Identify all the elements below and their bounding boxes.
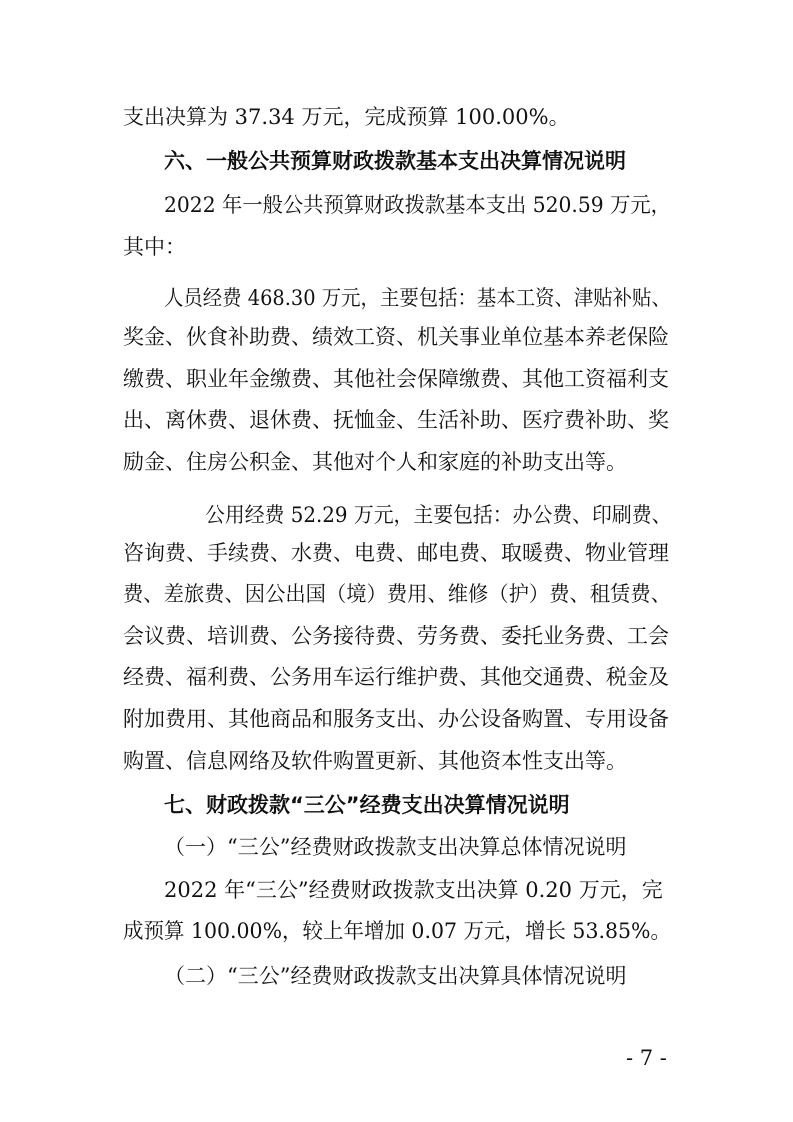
paragraph-line: 奖金、伙食补助费、绩效工资、机关事业单位基本养老保险	[123, 325, 669, 349]
paragraph-line: 会议费、培训费、公务接待费、劳务费、委托业务费、工会	[123, 624, 669, 648]
paragraph-line: 成预算 100.00%，较上年增加 0.07 万元，增长 53.85%。	[123, 919, 671, 943]
paragraph-line: 咨询费、手续费、水费、电费、邮电费、取暖费、物业管理	[123, 541, 669, 565]
paragraph-line: 励金、住房公积金、其他对个人和家庭的补助支出等。	[123, 450, 627, 474]
section-heading-6: 六、一般公共预算财政拨款基本支出决算情况说明	[164, 149, 626, 173]
subsection-heading-1: （一）“三公”经费财政拨款支出决算总体情况说明	[164, 835, 627, 859]
paragraph-line: 经费、福利费、公务用车运行维护费、其他交通费、税金及	[123, 665, 669, 689]
subsection-heading-2: （二）“三公”经费财政拨款支出决算具体情况说明	[164, 964, 627, 988]
paragraph-line: 人员经费 468.30 万元，主要包括：基本工资、津贴补贴、	[164, 286, 671, 310]
paragraph-line: 缴费、职业年金缴费、其他社会保障缴费、其他工资福利支	[123, 367, 669, 391]
paragraph-line: 2022 年“三公”经费财政拨款支出决算 0.20 万元，完	[164, 878, 663, 902]
section-heading-7: 七、财政拨款“三公”经费支出决算情况说明	[164, 793, 570, 817]
paragraph-line: 2022 年一般公共预算财政拨款基本支出 520.59 万元，	[164, 193, 671, 217]
paragraph-line: 其中：	[123, 235, 186, 259]
paragraph-line: 购置、信息网络及软件购置更新、其他资本性支出等。	[123, 749, 627, 773]
paragraph-line: 公用经费 52.29 万元，主要包括：办公费、印刷费、	[205, 503, 672, 527]
paragraph-line: 出、离休费、退休费、抚恤金、生活补助、医疗费补助、奖	[123, 408, 669, 432]
page-number: - 7 -	[626, 1046, 667, 1070]
paragraph-line: 费、差旅费、因公出国（境）费用、维修（护）费、租赁费、	[123, 582, 672, 606]
paragraph-line: 附加费用、其他商品和服务支出、办公设备购置、专用设备	[123, 707, 669, 731]
paragraph-line: 支出决算为 37.34 万元，完成预算 100.00%。	[123, 105, 570, 129]
